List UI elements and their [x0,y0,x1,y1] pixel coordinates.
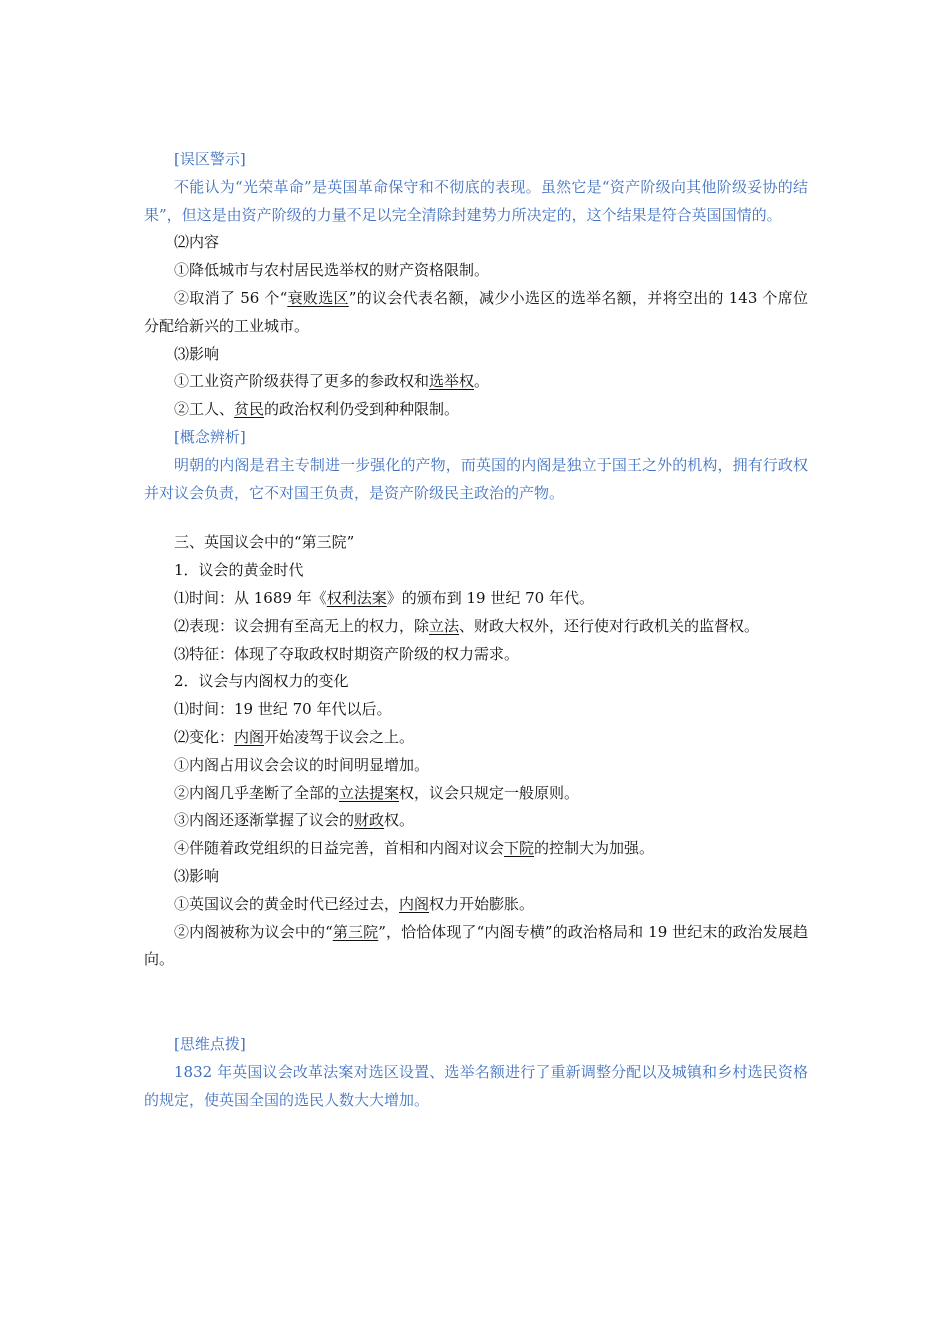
underlined-term: 贫民 [234,400,265,419]
text: ①英国议会的黄金时代已经过去， [174,894,400,913]
text: ②工人、 [174,400,235,419]
underlined-term: 立法提案 [339,783,400,802]
change-time: ⑴时间：19 世纪 70 年代以后。 [174,700,392,719]
text: ⑵表现：议会拥有至高无上的权力，除 [174,616,430,635]
golden-time [144,585,808,613]
content-heading: ⑵内容 [174,233,220,252]
section-impact-item-2 [144,919,808,975]
text: ⑵变化： [174,727,235,746]
underlined-term: 内阁 [399,894,430,913]
note-text-thinking: 1832 年英国议会改革法案对选区设置、选举名额进行了重新调整分配以及城镇和乡村选民资格的规定，使英国全国的选民人数大大增加。 [144,1062,808,1109]
change-item-4 [144,835,808,863]
change-heading: 2．议会与内阁权力的变化 [174,672,349,691]
text: ”，恰恰体现了“内阁专横”的政治格局和 19 世纪末的政治发展趋向。 [144,922,808,969]
underlined-term: 选举权 [429,372,475,391]
underlined-term: 财政 [354,811,385,830]
text: 权，议会只规定一般原则。 [399,783,580,802]
content-item-2 [144,285,808,341]
impact-item-1 [144,368,808,396]
underlined-term: 内阁 [234,727,265,746]
text: ②取消了 56 个“ [174,288,288,307]
note-text-misconception: 不能认为“光荣革命”是英国革命保守和不彻底的表现。虽然它是“资产阶级向其他阶级妥协的结果”，但这是由资产阶级的力量不足以完全清除封建势力所决定的，这个结果是符合英国国情的。 [144,177,808,224]
text: 的政治权利仍受到种种限制。 [264,400,460,419]
golden-performance [144,613,808,641]
impact-item-2 [144,396,808,424]
document-page [144,146,808,1115]
text: ”的议会代表名额，减少小选区的选举名额，并将空出的 143 个席位分配给新兴的工业城市。 [144,288,808,335]
change-change [144,724,808,752]
section-title: 三、英国议会中的“第三院” [174,533,355,552]
text: ⑴时间：从 1689 年《 [174,588,327,607]
underlined-term: 第三院 [332,922,379,941]
spacer [144,974,808,1031]
change-item-1: ①内阁占用议会会议的时间明显增加。 [174,755,430,774]
impact-heading: ⑶影响 [174,344,220,363]
note-label-misconception: [误区警示] [174,150,246,168]
section-impact-heading: ⑶影响 [174,866,220,885]
golden-heading: 1．议会的黄金时代 [174,561,304,580]
change-item-2 [144,780,808,808]
text: ④伴随着政党组织的日益完善，首相和内阁对议会 [174,839,505,858]
text: 权。 [384,811,415,830]
text: 。 [474,372,490,391]
underlined-term: 权利法案 [326,588,387,607]
text: ③内阁还逐渐掌握了议会的 [174,811,355,830]
note-label-thinking: [思维点拨] [174,1035,246,1054]
change-item-3 [144,807,808,835]
spacer [144,507,808,529]
note-label-concept: [概念辨析] [174,427,246,446]
text: ①工业资产阶级获得了更多的参政权和 [174,372,430,391]
text: ②内阁几乎垄断了全部的 [174,783,340,802]
golden-feature: ⑶特征：体现了夺取政权时期资产阶级的权力需求。 [174,644,520,663]
underlined-term: 衰败选区 [287,288,349,307]
text: 开始凌驾于议会之上。 [264,727,415,746]
text: ②内阁被称为议会中的“ [174,922,333,941]
underlined-term: 立法 [429,616,460,635]
text: 》的颁布到 19 世纪 70 年代。 [386,588,594,607]
text: 权力开始膨胀。 [429,894,535,913]
text: 的控制大为加强。 [534,839,655,858]
content-item-1: ①降低城市与农村居民选举权的财产资格限制。 [174,261,490,280]
note-text-concept: 明朝的内阁是君主专制进一步强化的产物，而英国的内阁是独立于国王之外的机构，拥有行政权并对议会负责，它不对国王负责，是资产阶级民主政治的产物。 [144,455,808,502]
underlined-term: 下院 [504,839,535,858]
section-impact-item-1 [144,891,808,919]
text: 、财政大权外，还行使对行政机关的监督权。 [459,616,760,635]
